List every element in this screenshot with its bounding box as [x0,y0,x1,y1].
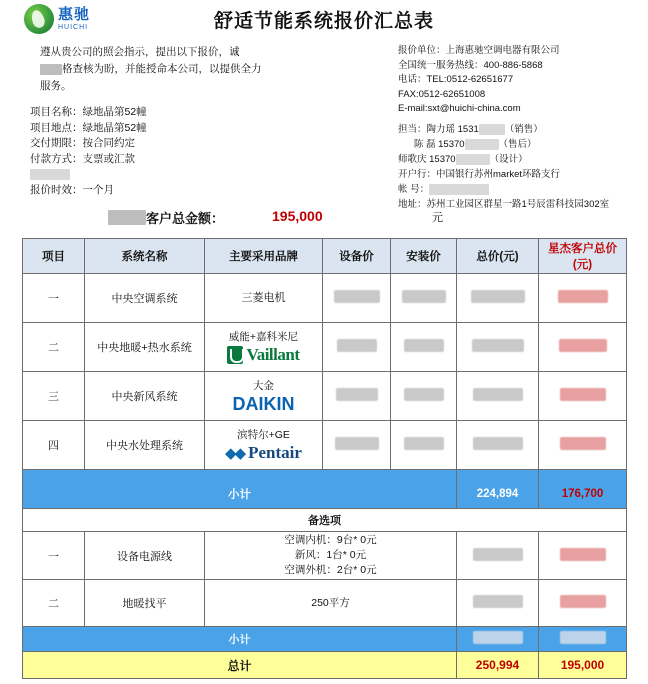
subtotal-client: 176,700 [539,470,627,519]
detail-line: 空调外机：2台* 0元 [284,564,377,576]
optional-items-table [22,508,627,679]
account-row: 帐 号： [398,182,648,197]
row-system-name: 中央水处理系统 [85,421,205,470]
grand-total-value: 250,994 [457,652,539,679]
row-item-name: 地暖找平 [85,580,205,627]
redaction-block [429,184,489,195]
redaction-block [30,169,70,180]
company-info [398,44,648,117]
table-row [23,580,627,627]
document-header [0,0,648,40]
intro-paragraph [40,44,370,95]
company-unit: 报价单位：上海惠驰空调电器有限公司 [398,45,560,56]
table-row [23,372,627,421]
col-client-price: 星杰客户总价(元) [539,239,627,274]
redaction-block [479,124,505,135]
delivery-row: 交付期限：按合同约定 [30,137,135,149]
row-brand [205,323,323,372]
project-name-row: 项目名称：绿地晶第52幢 [30,106,147,118]
logo-english-name: HUICHI [58,24,89,31]
row-client-price [539,532,627,580]
main-quote-table [22,238,627,519]
table-row [23,323,627,372]
row-brand [205,372,323,421]
row-index: 二 [23,580,85,627]
row-index: 一 [23,532,85,580]
daikin-logo-icon: DAIKIN [232,393,295,414]
row-detail [205,580,457,627]
row-install-price [391,274,457,323]
row-system-name: 中央地暖+热水系统 [85,323,205,372]
col-equipment-price: 设备价 [323,239,391,274]
company-hotline: 全国统一服务热线：400-886-5868 [398,59,543,71]
grand-total-label: 总计 [23,652,457,679]
customer-total-label: 客户总金额： [146,211,225,226]
address-row: 地址：苏州工业园区群星一路1号辰雷科技园302室 [398,199,610,210]
subtotal-label: 小计 [23,627,457,652]
subtotal-label: 小计 [23,470,457,519]
bank-row: 开户行：中国银行苏州market环路支行 [398,169,561,180]
grand-total-row [23,652,627,679]
row-equipment-price [323,274,391,323]
row-equipment-price [323,323,391,372]
contact-design: 师歌庆 15370 （设计） [398,154,528,165]
customer-total-value: 195,000 [272,208,323,224]
row-install-price [391,323,457,372]
company-email: E-mail:sxt@huichi-china.com [398,103,521,114]
redaction-block [465,139,499,150]
redaction-block [108,210,146,225]
company-fax: FAX:0512-62651008 [398,88,486,100]
detail-line: 空调内机：9台* 0元 [284,534,377,546]
row-equipment-price [323,372,391,421]
contact-sales: 担当：陶力瑶 1531 （销售） [398,124,543,135]
contacts-info [398,122,648,212]
intro-line-1: 遵从贵公司的照会指示，提出以下报价，诚 [40,46,240,58]
row-client-price [539,580,627,627]
row-system-name: 中央新风系统 [85,372,205,421]
table-row [23,274,627,323]
col-system: 系统名称 [85,239,205,274]
col-total-price: 总价(元) [457,239,539,274]
pentair-logo-icon: ◆◆ Pentair [225,443,302,462]
row-brand [205,421,323,470]
company-tel: 电话：TEL:0512-62651677 [398,74,514,85]
payment-row: 付款方式：支票或汇款 [30,152,135,165]
row-install-price [391,421,457,470]
col-index: 项目 [23,239,85,274]
col-brand: 主要采用品牌 [205,239,323,274]
row-index: 二 [23,323,85,372]
row-install-price [391,372,457,421]
row-total-price [457,580,539,627]
subtotal-client [539,627,627,652]
brand-vaillant: 威能+嘉科米尼 Vaillant [228,331,300,364]
table-header-row [23,239,627,274]
detail-line: 250平方 [311,596,350,609]
table-row [23,421,627,470]
row-total-price [457,532,539,580]
contact-service: 陈 磊 15370 （售后） [413,139,537,150]
row-total-price [457,372,539,421]
validity-row-2: 报价时效：一个月 [30,183,114,196]
subtotal-total: 224,894 [457,470,539,519]
redaction-block [40,64,62,75]
grand-total-client: 195,000 [539,652,627,679]
row-equipment-price [323,421,391,470]
table-row [23,532,627,580]
optional-subtotal-row [23,627,627,652]
subtotal-total [457,627,539,652]
optional-title: 备选项 [23,509,627,532]
row-brand: 三菱电机 [205,274,323,323]
redaction-block [456,154,490,165]
row-index: 一 [23,274,85,323]
brand-daikin: 大金 DAIKIN [232,379,295,414]
col-install-price: 安装价 [391,239,457,274]
row-detail [205,532,457,580]
validity-row [30,167,370,183]
row-system-name: 中央空调系统 [85,274,205,323]
customer-total-unit: 元 [432,212,443,224]
row-client-price [539,372,627,421]
optional-title-row [23,509,627,532]
vaillant-logo-icon: Vaillant [227,345,299,365]
brand-pentair: 滨特尔+GE ◆◆ Pentair [225,429,302,462]
intro-line-2: 格查核为盼，并能授命本公司，以提供全力 [40,61,370,78]
row-total-price [457,274,539,323]
intro-line-3: 服务。 [40,80,72,92]
row-client-price [539,421,627,470]
page-title: 舒适节能系统报价汇总表 [213,11,434,32]
row-total-price [457,421,539,470]
logo-chinese-name: 惠驰 [58,6,91,23]
row-client-price [539,274,627,323]
row-client-price [539,323,627,372]
project-address-row: 项目地点：绿地晶第52幢 [30,121,147,134]
row-item-name: 设备电源线 [85,532,205,580]
row-total-price [457,323,539,372]
project-info [30,105,370,198]
row-index: 四 [23,421,85,470]
row-index: 三 [23,372,85,421]
customer-total-line [0,208,648,230]
detail-line: 新风：1台* 0元 [294,549,367,561]
